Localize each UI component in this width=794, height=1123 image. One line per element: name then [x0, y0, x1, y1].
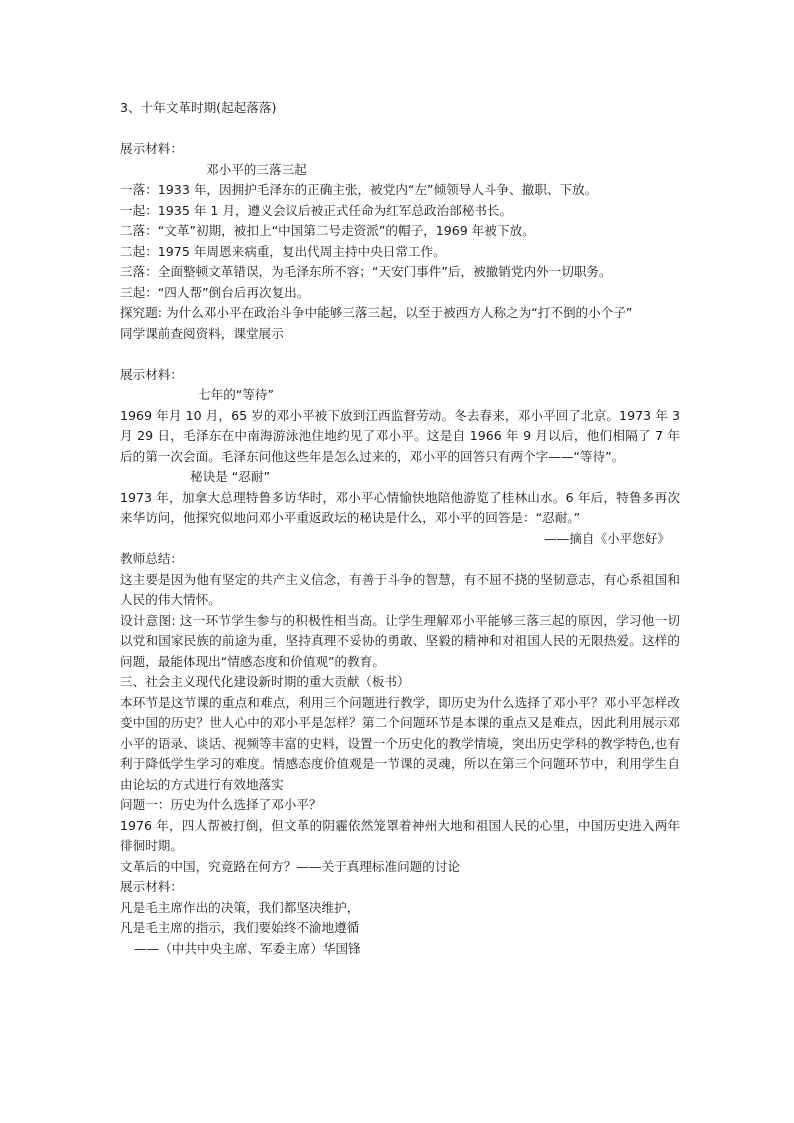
inquiry-question: 探究题: 为什么邓小平在政治斗争中能够三落三起，以至于被西方人称之为“打不倒的小个子”: [120, 305, 633, 320]
question-paragraph: 1976 年，四人帮被打倒，但文革的阴霾依然笼罩着神州大地和祖国人民的心里，中国历史进入两年徘徊时期。: [120, 817, 680, 853]
section-heading: 3、十年文革时期(起起落落): [120, 100, 277, 115]
discussion-heading: 文革后的中国，究竟路在何方？——关于真理标准问题的讨论: [120, 858, 461, 874]
section-heading: 三、社会主义现代化建设新时期的重大贡献（板书）: [120, 674, 410, 689]
material-paragraph: 1969 年月 10 月，65 岁的邓小平被下放到江西监督劳动。冬去春来，邓小平回了北京。1973 年 3 月 29 日，毛泽东在中南海游泳池住地约见了邓小平。这是自 1966 年 9 月以后，他们相隔了 7 年后的第一次会面。毛泽东问他这些年是怎么过来的，邓小平的回答只有两个字——“等待”。: [120, 407, 680, 464]
material-paragraph: 1973 年，加拿大总理特鲁多访华时，邓小平心情愉快地陪他游览了桂林山水。6 年后，特鲁多再次来华访问，他探究似地问邓小平重返政坛的秘诀是什么，邓小平的回答是：“忍耐。”: [120, 489, 680, 525]
material-title: 七年的“等待”: [198, 387, 275, 402]
list-item: 三起：“四人帮”倒台后再次复出。: [120, 284, 310, 300]
list-item: 三落：全面整顿文革错误，为毛泽东所不容；“天安门事件”后，被撤销党内外一切职务。: [120, 264, 612, 279]
list-item: 二落：“文革”初期，被扣上“中国第二号走资派”的帽子，1969 年被下放。: [120, 223, 535, 238]
section-intro: 本环节是这节课的重点和难点，利用三个问题进行教学，即历史为什么选择了邓小平？邓小平怎样改变中国的历史？世人心中的邓小平是怎样？第二个问题环节是本课的重点又是难点，因此利用展示邓小平的语录、谈话、视频等丰富的史料，设置一个历史化的教学情境，突出历史学科的教学特色,也有利于降低学生学习的难度。情感态度价值观是一节课的灵魂，所以在第三个问题环节中，利用学生自由论坛的方式进行有效地落实: [120, 694, 680, 792]
inquiry-note: 同学课前查阅资料，课堂展示: [120, 325, 284, 341]
material-source: ——摘自《小平您好》: [544, 530, 670, 546]
design-intent: 设计意图: 这一环节学生参与的积极性相当高。让学生理解邓小平能够三落三起的原因，学习他一切以党和国家民族的前途为重，坚持真理不妥协的勇敢、坚毅的精神和对祖国人民的无限热爱。这样的问题，最能体现出“情感态度和价值观”的教育。: [120, 612, 680, 669]
quote-line: 凡是毛主席的指示，我们要始终不渝地遵循: [120, 920, 360, 935]
quote-source: ——（中共中央主席、军委主席）华国锋: [134, 940, 361, 956]
material-label: 展示材料：: [120, 366, 183, 382]
list-item: 一起：1935 年 1 月，遵义会议后被正式任命为红军总政治部秘书长。: [120, 202, 513, 218]
question-heading: 问题一：历史为什么选择了邓小平？: [120, 797, 322, 812]
quote-line: 凡是毛主席作出的决策，我们都坚决维护，: [120, 899, 360, 915]
material-title: 秘诀是 “忍耐”: [190, 469, 271, 484]
teacher-summary: 这主要是因为他有坚定的共产主义信念，有善于斗争的智慧，有不屈不挠的坚韧意志，有心系祖国和人民的伟大情怀。: [120, 571, 680, 607]
material-label: 展示材料：: [120, 141, 183, 156]
material-label: 展示材料：: [120, 879, 183, 894]
document-body: [120, 98, 680, 959]
teacher-summary-label: 教师总结：: [120, 551, 183, 566]
list-item: 一落：1933 年，因拥护毛泽东的正确主张，被党内“左”倾领导人斗争、撤职、下放。: [120, 182, 598, 197]
list-item: 二起：1975 年周恩来病重，复出代周主持中央日常工作。: [120, 243, 446, 259]
material-title: 邓小平的三落三起: [206, 161, 307, 177]
